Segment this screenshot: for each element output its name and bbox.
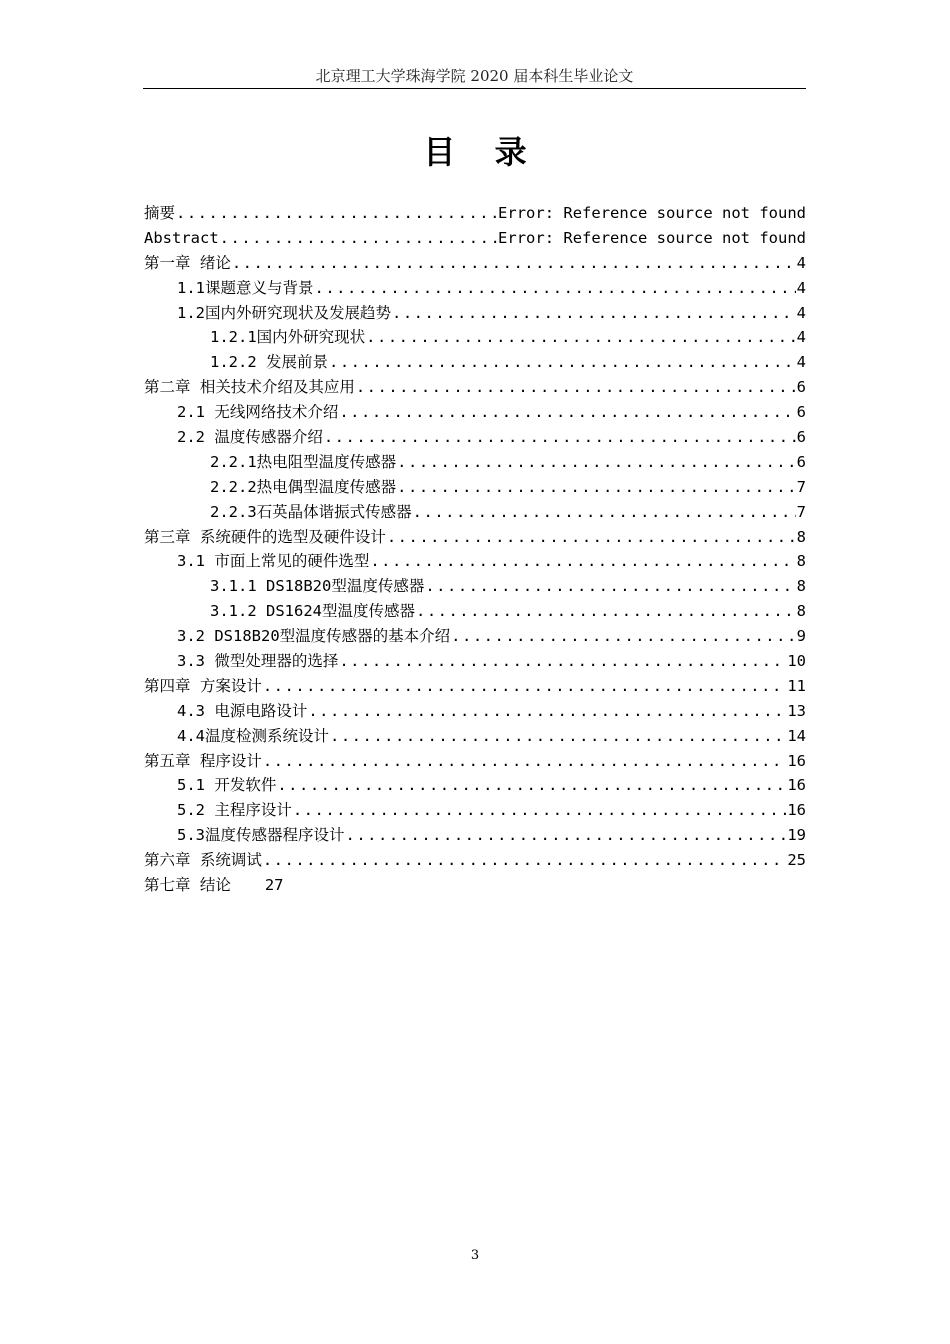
toc-entry-page: Error: Reference source not found bbox=[498, 228, 806, 247]
toc-dot-leader bbox=[397, 475, 795, 500]
toc-entry-label: Abstract bbox=[144, 228, 219, 247]
toc-entry-label: 摘要 bbox=[144, 204, 176, 222]
toc-entry-page: 6 bbox=[796, 452, 806, 471]
toc-entry[interactable] bbox=[144, 525, 806, 550]
toc-entry[interactable] bbox=[144, 375, 806, 400]
toc-dot-leader bbox=[315, 276, 796, 301]
toc-entry-page: 6 bbox=[796, 378, 806, 397]
toc-entry[interactable] bbox=[144, 574, 806, 599]
toc-dot-leader bbox=[413, 500, 796, 525]
toc-entry[interactable] bbox=[144, 276, 806, 301]
toc-entry[interactable] bbox=[144, 699, 806, 724]
toc-entry-page: 4 bbox=[796, 353, 806, 372]
toc-dot-leader bbox=[329, 350, 796, 375]
toc-entry[interactable] bbox=[144, 251, 806, 276]
toc-title: 目 录 bbox=[423, 133, 541, 171]
toc-entry-label: 第四章 方案设计 bbox=[144, 676, 262, 695]
toc-entry-label: 5.3温度传感器程序设计 bbox=[177, 826, 345, 845]
toc-dot-leader bbox=[220, 226, 497, 251]
toc-entry-label: 第五章 程序设计 bbox=[144, 751, 262, 770]
toc-entry[interactable] bbox=[144, 599, 806, 624]
toc-dot-leader bbox=[263, 848, 786, 873]
toc-entry-label: 第一章 绪论 bbox=[144, 253, 231, 272]
toc-entry-page: 16 bbox=[787, 801, 806, 820]
toc-entry-page: 7 bbox=[796, 502, 806, 521]
toc-entry-label: 5.2 主程序设计 bbox=[177, 801, 292, 820]
toc-entry[interactable] bbox=[144, 773, 806, 798]
toc-entry[interactable] bbox=[144, 749, 806, 774]
toc-entry[interactable] bbox=[144, 848, 806, 873]
toc-entry-label: 1.2.1国内外研究现状 bbox=[210, 328, 366, 347]
toc-entry-page: 19 bbox=[787, 826, 806, 845]
toc-entry[interactable] bbox=[144, 798, 806, 823]
toc-entry-page: 27 bbox=[264, 876, 284, 895]
toc-entry-page: 8 bbox=[796, 602, 806, 621]
toc-entry-label: 1.2.2 发展前景 bbox=[210, 353, 328, 372]
toc-dot-leader bbox=[176, 201, 497, 226]
toc-entry-label: 2.2.2热电偶型温度传感器 bbox=[210, 477, 397, 496]
toc-dot-leader bbox=[387, 525, 796, 550]
toc-entry-label: 第七章 结论 bbox=[144, 876, 231, 895]
toc-entry[interactable] bbox=[144, 325, 806, 350]
toc-entry[interactable] bbox=[144, 873, 806, 898]
page-number: 3 bbox=[470, 1248, 480, 1263]
toc-entry-label: 2.2.1热电阻型温度传感器 bbox=[210, 452, 397, 471]
toc-entry[interactable] bbox=[144, 450, 806, 475]
toc-dot-leader bbox=[356, 375, 796, 400]
toc-dot-leader bbox=[263, 674, 786, 699]
toc-entry-page: 8 bbox=[796, 577, 806, 596]
toc-dot-leader bbox=[425, 574, 795, 599]
toc-entry-label: 5.1 开发软件 bbox=[177, 776, 277, 795]
toc-dot-leader bbox=[324, 425, 796, 450]
toc-entry-label: 4.3 电源电路设计 bbox=[177, 701, 308, 720]
toc-entry[interactable] bbox=[144, 301, 806, 326]
page-header: 北京理工大学珠海学院 2020 届本科生毕业论文 bbox=[143, 66, 806, 89]
toc-entry-page: 9 bbox=[796, 627, 806, 646]
toc-entry-page: Error: Reference source not found bbox=[498, 204, 806, 222]
toc-entry-page: 25 bbox=[787, 851, 806, 870]
toc-dot-leader bbox=[397, 450, 795, 475]
toc-dot-leader bbox=[346, 823, 787, 848]
toc-entry-label: 3.1 市面上常见的硬件选型 bbox=[177, 552, 370, 571]
toc-entry-page: 4 bbox=[796, 253, 806, 272]
toc-entry[interactable] bbox=[144, 674, 806, 699]
toc-entry[interactable] bbox=[144, 724, 806, 749]
toc-entry-page: 8 bbox=[796, 552, 806, 571]
toc-entry-page: 4 bbox=[796, 328, 806, 347]
toc-entry-label: 4.4温度检测系统设计 bbox=[177, 726, 329, 745]
toc-entry[interactable] bbox=[144, 400, 806, 425]
toc-entry[interactable] bbox=[144, 649, 806, 674]
toc-entry-page: 13 bbox=[787, 701, 806, 720]
toc-entry-page: 16 bbox=[787, 751, 806, 770]
toc-entry-page: 11 bbox=[787, 676, 806, 695]
toc-entry-label: 3.3 微型处理器的选择 bbox=[177, 652, 339, 671]
table-of-contents bbox=[144, 201, 806, 898]
toc-entry-label: 3.1.2 DS1624型温度传感器 bbox=[210, 602, 415, 621]
toc-entry-page: 6 bbox=[796, 428, 806, 447]
toc-entry[interactable] bbox=[144, 475, 806, 500]
toc-entry-label: 2.2 温度传感器介绍 bbox=[177, 428, 323, 447]
toc-entry-label: 2.1 无线网络技术介绍 bbox=[177, 403, 339, 422]
toc-entry-label: 第二章 相关技术介绍及其应用 bbox=[144, 378, 355, 397]
toc-entry-page: 7 bbox=[796, 477, 806, 496]
toc-entry-label: 3.1.1 DS18B20型温度传感器 bbox=[210, 577, 425, 596]
toc-dot-leader bbox=[370, 549, 795, 574]
toc-entry-page: 14 bbox=[787, 726, 806, 745]
toc-entry-page: 16 bbox=[787, 776, 806, 795]
toc-entry[interactable] bbox=[144, 500, 806, 525]
toc-dot-leader bbox=[339, 649, 786, 674]
toc-dot-leader bbox=[277, 773, 786, 798]
toc-entry[interactable] bbox=[144, 549, 806, 574]
toc-dot-leader bbox=[339, 400, 795, 425]
toc-dot-leader bbox=[366, 325, 795, 350]
toc-entry[interactable] bbox=[144, 624, 806, 649]
toc-entry[interactable] bbox=[144, 201, 806, 226]
toc-entry-page: 4 bbox=[796, 303, 806, 322]
toc-entry-label: 1.1课题意义与背景 bbox=[177, 278, 314, 297]
toc-dot-leader bbox=[451, 624, 796, 649]
toc-entry-label: 第六章 系统调试 bbox=[144, 851, 262, 870]
toc-dot-leader bbox=[293, 798, 787, 823]
toc-dot-leader bbox=[263, 749, 786, 774]
toc-entry-page: 10 bbox=[787, 652, 806, 671]
toc-entry[interactable] bbox=[144, 350, 806, 375]
toc-entry-page: 6 bbox=[796, 403, 806, 422]
toc-dot-leader bbox=[232, 251, 796, 276]
toc-dot-leader bbox=[308, 699, 786, 724]
toc-dot-leader bbox=[392, 301, 796, 326]
toc-entry-label: 第三章 系统硬件的选型及硬件设计 bbox=[144, 527, 386, 546]
toc-entry-label: 1.2国内外研究现状及发展趋势 bbox=[177, 303, 391, 322]
toc-entry-label: 2.2.3石英晶体谐振式传感器 bbox=[210, 502, 412, 521]
toc-entry-page: 8 bbox=[796, 527, 806, 546]
toc-dot-leader bbox=[330, 724, 786, 749]
toc-dot-leader bbox=[416, 599, 796, 624]
toc-entry[interactable] bbox=[144, 425, 806, 450]
toc-entry[interactable] bbox=[144, 226, 806, 251]
toc-entry-page: 4 bbox=[796, 278, 806, 297]
toc-entry[interactable] bbox=[144, 823, 806, 848]
toc-entry-label: 3.2 DS18B20型温度传感器的基本介绍 bbox=[177, 627, 451, 646]
